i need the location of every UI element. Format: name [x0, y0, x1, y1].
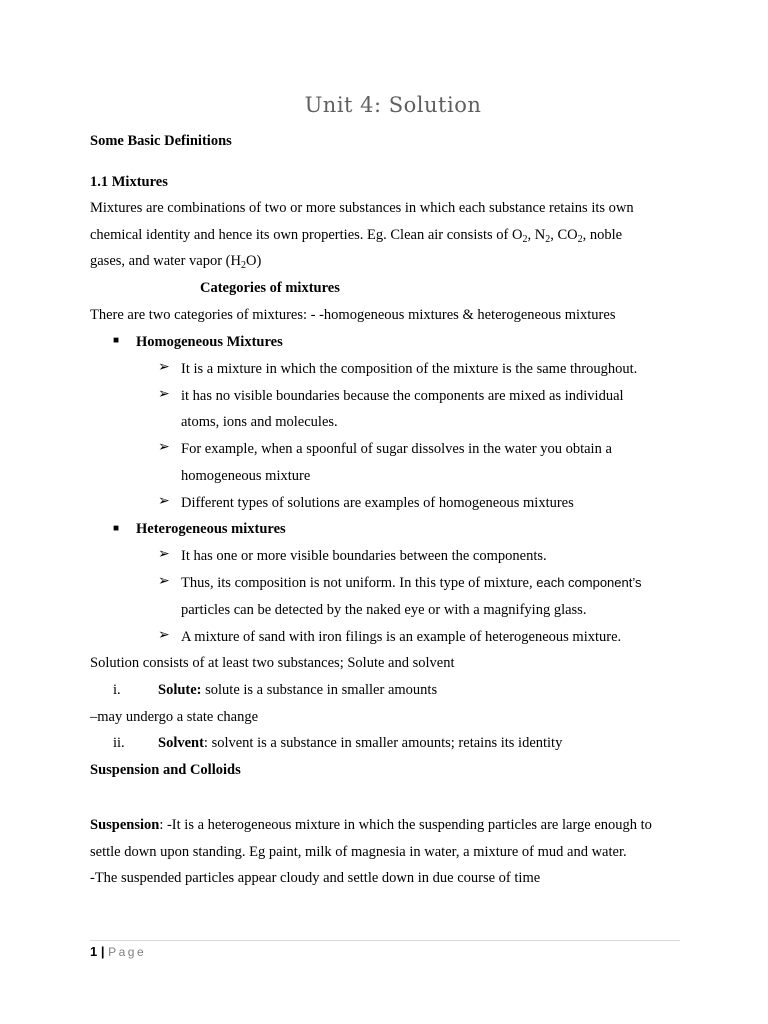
heterogeneous-point-2: Thus, its composition is not uniform. In this type of mixture, each component’s [181, 575, 642, 591]
arrow-bullet-icon: ➢ [158, 440, 170, 455]
suspension-line-2: settle down upon standing. Eg paint, milk of magnesia in water, a mixture of mud and water. [90, 844, 627, 860]
arrow-bullet-icon: ➢ [158, 628, 170, 643]
square-bullet-icon: ■ [113, 335, 120, 346]
mixtures-paragraph-line-2: chemical identity and hence its own properties. Eg. Clean air consists of $O_2$, $N_2$, $CO_2$, noble [90, 227, 623, 245]
arrow-bullet-icon: ➢ [158, 387, 170, 402]
arrow-bullet-icon: ➢ [158, 494, 170, 509]
page-footer [90, 942, 146, 962]
solute-definition: Solute: solute is a substance in smaller amounts [158, 682, 438, 698]
page-number: 1 [90, 944, 98, 959]
section-heading: Some Basic Definitions [90, 133, 232, 149]
homogeneous-point-2: it has no visible boundaries because the components are mixed as individual [181, 388, 624, 404]
suspension-line-1: Suspension: -It is a heterogeneous mixture in which the suspending particles are large enough to [90, 817, 652, 833]
heterogeneous-point-3: A mixture of sand with iron filings is an example of heterogeneous mixture. [181, 629, 622, 645]
square-bullet-icon: ■ [113, 523, 120, 534]
page-title: Unit 4: Solution [304, 93, 482, 117]
homogeneous-point-3-cont: homogeneous mixture [181, 468, 311, 484]
solvent-definition: Solvent: solvent is a substance in smaller amounts; retains its identity [158, 735, 563, 751]
suspension-line-3: -The suspended particles appear cloudy and settle down in due course of time [90, 870, 541, 886]
heterogeneous-point-1: It has one or more visible boundaries between the components. [181, 548, 547, 564]
homogeneous-point-4: Different types of solutions are examples of homogeneous mixtures [181, 495, 574, 511]
solute-note: –may undergo a state change [90, 709, 259, 725]
footer-divider [90, 940, 680, 941]
page-label: Page [108, 945, 147, 959]
mixtures-paragraph-line-1: Mixtures are combinations of two or more substances in which each substance retains its own [90, 200, 634, 216]
arrow-bullet-icon: ➢ [158, 360, 170, 375]
heterogeneous-point-2-cont: particles can be detected by the naked eye or with a magnifying glass. [181, 602, 587, 618]
homogeneous-point-2-cont: atoms, ions and molecules. [181, 414, 338, 430]
suspension-heading: Suspension and Colloids [90, 762, 241, 778]
categories-heading: Categories of mixtures [200, 280, 340, 296]
arrow-bullet-icon: ➢ [158, 547, 170, 562]
footer-separator: | [100, 944, 105, 959]
heterogeneous-heading: Heterogeneous mixtures [136, 521, 286, 537]
arrow-bullet-icon: ➢ [158, 574, 170, 589]
subsection-heading: 1.1 Mixtures [90, 174, 168, 190]
list-numeral: ii. [113, 735, 125, 751]
list-numeral: i. [113, 682, 121, 698]
homogeneous-heading: Homogeneous Mixtures [136, 334, 283, 350]
mixtures-paragraph-line-3: gases, and water vapor $(H_2O)$ [90, 253, 262, 271]
homogeneous-point-1: It is a mixture in which the composition of the mixture is the same throughout. [181, 361, 638, 377]
categories-intro: There are two categories of mixtures: - -homogeneous mixtures & heterogeneous mixtures [90, 307, 616, 323]
homogeneous-point-3: For example, when a spoonful of sugar dissolves in the water you obtain a [181, 441, 612, 457]
solution-intro: Solution consists of at least two substances; Solute and solvent [90, 655, 455, 671]
